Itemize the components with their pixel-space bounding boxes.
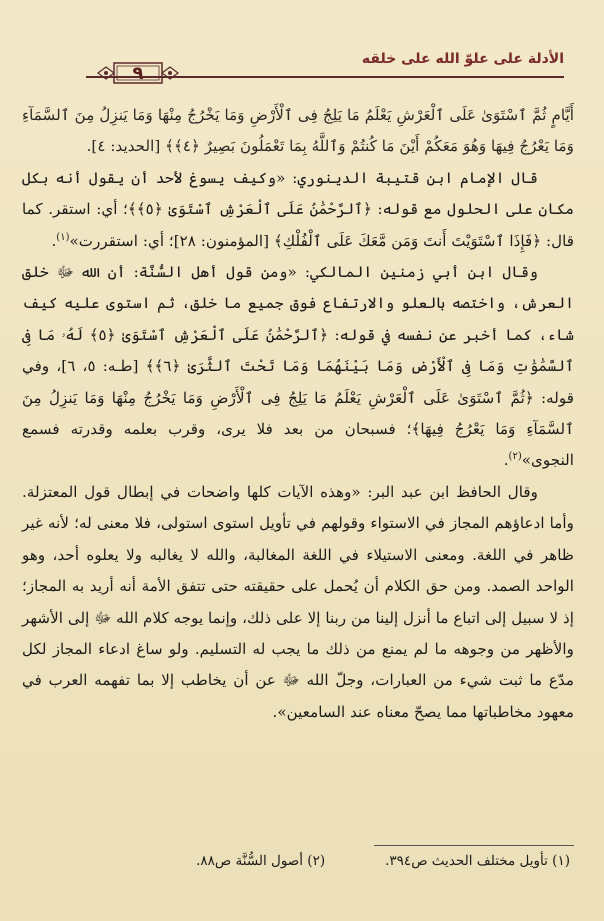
running-head: الأدلة على علوّ الله على خلقه xyxy=(361,51,564,67)
footnote-2: (٢) أصول السُّنَّة ص٨٨. xyxy=(196,853,326,869)
header-rule xyxy=(86,76,564,78)
footnote-rule xyxy=(374,845,574,846)
footnote-marker-1[interactable]: (١) xyxy=(56,231,70,243)
page-number-ornament xyxy=(96,60,180,86)
footnote-1: (١) تأويل مختلف الحديث ص٣٩٤. xyxy=(385,853,570,869)
footnotes xyxy=(60,850,570,872)
page-number: ٩ xyxy=(132,62,144,84)
main-text xyxy=(22,100,574,728)
paragraph-4: وقال الحافظ ابن عبد البر: «وهذه الآيات كلها واضحات في إبطال قول المعتزلة. وأما ادعاؤهم المجاز في الاستواء وقولهم في تأويل استوى استولى، فلا معنى له؛ لأنه غير ظاهر في اللغة. ومعنى الاستيلاء في اللغة المغالبة، والله لا يغالبه ولا يعلوه أحد، وهو الواحد الصمد. ومن حق الكلام أن يُحمل على حقيقته حتى تتفق الأمة أنه أريد به المجاز؛ إذ لا سبيل إلى اتباع ما أنزل إلينا من ربنا إلا على ذلك، وإنما يوجه كلام الله ﷻ إلى الأشهر والأظهر من وجوهه ما لم يمنع من ذلك ما يجب له التسليم. ولو ساغ ادعاء المجاز لكل مدّع ما ثبت شيء من العبارات، وجلّ الله ﷻ عن أن يخاطب إلا بما تفهمه العرب في معهود مخاطباتها مما يصحّ معناه عند السامعين». xyxy=(22,482,574,721)
paragraph-1: أَيَّامٍ ثُمَّ ٱسْتَوَىٰ عَلَى ٱلْعَرْشِ يَعْلَمُ مَا يَلِجُ فِى ٱلْأَرْضِ وَمَا يَخْرُجُ مِنْهَا وَمَا يَنزِلُ مِنَ ٱلسَّمَآءِ وَمَا يَعْرُجُ فِيهَا وَهُوَ مَعَكُمْ أَيْنَ مَا كُنتُمْ وَٱللَّهُ بِمَا تَعْمَلُونَ بَصِيرٌ ﴿٤﴾﴾ [الحديد: ٤]. xyxy=(22,106,574,156)
footnote-marker-2[interactable]: (٢) xyxy=(508,451,522,463)
paragraph-3: وقال ابن أبي زمنين المالكي: «ومن قول أهل السُّنَّة: أن الله ﷻ خلق العرش، واختصه بالعلو والارتفاع فوق جميع ما خلق، ثم استوى عليه كيف شاء، كما أخبر عن نفسه في قوله: ﴿ٱلرَّحْمَٰنُ عَلَى ٱلْعَرْشِ ٱسْتَوَىٰ ﴿٥﴾ لَهُۥ مَا فِى ٱلسَّمَٰوَٰتِ وَمَا فِى ٱلْأَرْضِ وَمَا بَيْنَهُمَا وَمَا تَحْتَ ٱلثَّرَىٰ ﴿٦﴾﴾ [طـه: ٥، ٦]، وفي قوله: ﴿ثُمَّ ٱسْتَوَىٰ عَلَى ٱلْعَرْشِ يَعْلَمُ مَا يَلِجُ فِى ٱلْأَرْضِ وَمَا يَخْرُجُ مِنْهَا وَمَا يَنزِلُ مِنَ ٱلسَّمَآءِ وَمَا يَعْرُجُ فِيهَا﴾؛ فسبحان من بعد فلا يرى، وقرب بعلمه وقدرته فسمع النجوى»$^{(٢)}$. xyxy=(22,263,574,470)
paragraph-2: قال الإمام ابن قتيبة الدينوري: «وكيف يسوغ لأحد أن يقول أنه بكل مكان على الحلول مع قوله: ﴿ٱلرَّحْمَٰنُ عَلَى ٱلْعَرْشِ ٱسْتَوَىٰ ﴿٥﴾﴾؛ أي: استقر. كما قال: ﴿فَإِذَا ٱسْتَوَيْتَ أَنتَ وَمَن مَّعَكَ عَلَى ٱلْفُلْكِ﴾ [المؤمنون: ٢٨]؛ أي: استقررت»$^{(١)}$. xyxy=(22,168,575,250)
